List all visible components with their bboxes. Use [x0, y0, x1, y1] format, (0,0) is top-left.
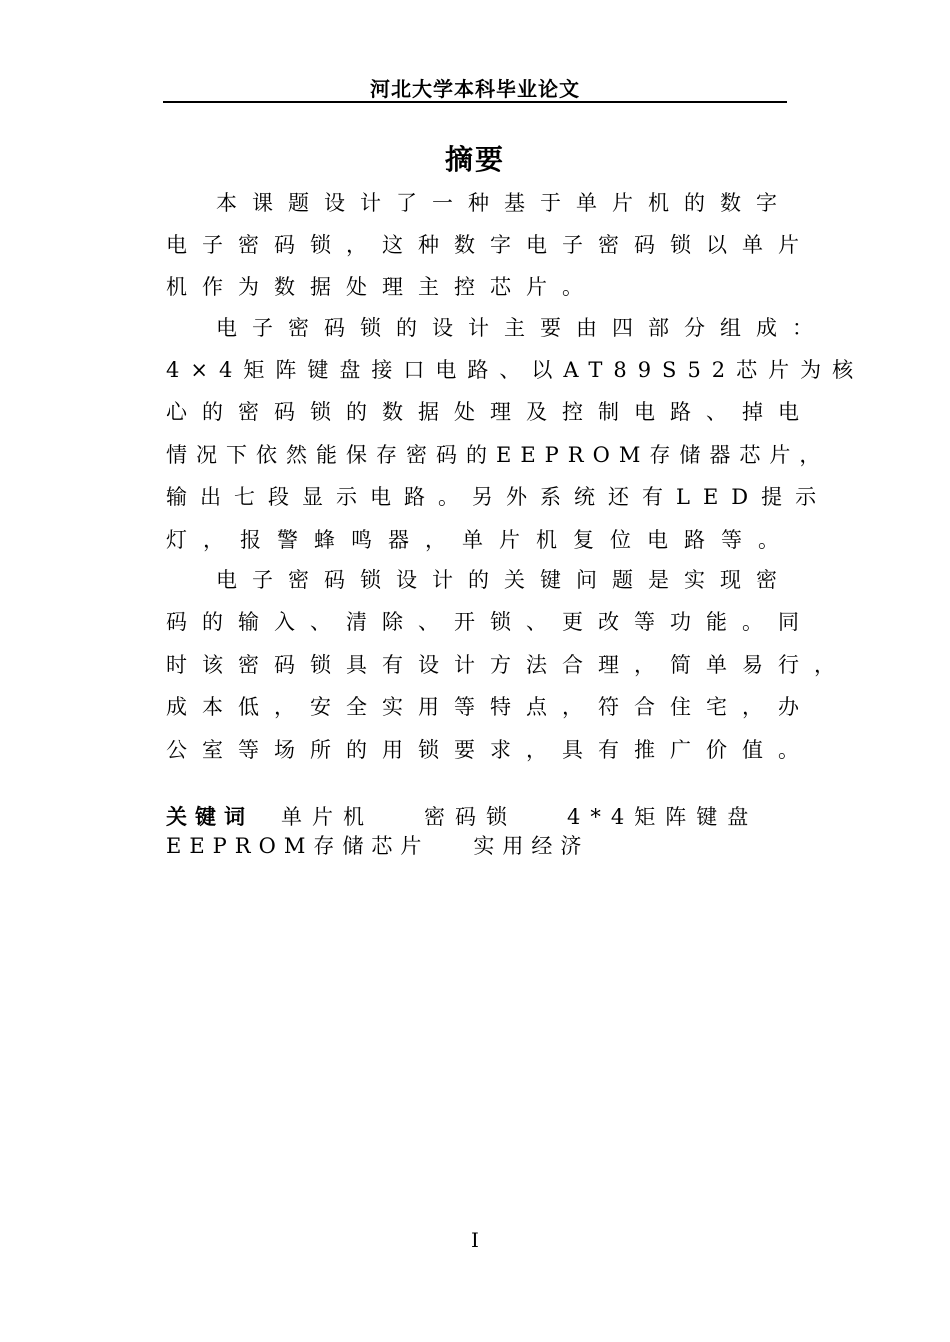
abstract-title: 摘要 [444, 143, 505, 176]
abstract-line-8: 输出七段显示电路。另外系统还有LED提示 [166, 485, 830, 509]
keywords-label: 关键词 [166, 805, 253, 829]
keywords-line-1 [166, 802, 806, 832]
abstract-line-3: 机作为数据处理主控芯片。 [166, 275, 598, 299]
abstract-line-12: 时该密码锁具有设计方法合理，简单易行， [166, 653, 850, 677]
abstract-line-11: 码的输入、清除、开锁、更改等功能。同 [166, 610, 814, 634]
abstract-line-1: 本课题设计了一种基于单片机的数字 [216, 191, 792, 215]
abstract-line-9: 灯，报警蜂鸣器，单片机复位电路等。 [166, 528, 795, 552]
page-number: I [471, 1228, 479, 1252]
header-rule [163, 101, 787, 103]
keywords-line-2: EEPROM存储芯片 实用经济 [166, 834, 590, 858]
abstract-line-7: 情况下依然能保存密码的EEPROM存储器芯片， [166, 443, 830, 467]
abstract-line-2: 电子密码锁，这种数字电子密码锁以单片 [166, 233, 814, 257]
abstract-line-6: 心的密码锁的数据处理及控制电路、掉电 [166, 400, 814, 424]
abstract-line-5: 4×4矩阵键盘接口电路、以AT89S52芯片为核 [166, 358, 865, 382]
abstract-line-13: 成本低，安全实用等特点，符合住宅，办 [166, 695, 814, 719]
abstract-line-4: 电子密码锁的设计主要由四部分组成： [216, 316, 828, 340]
page-header: 河北大学本科毕业论文 [370, 77, 580, 101]
abstract-line-14: 公室等场所的用锁要求，具有推广价值。 [166, 738, 814, 762]
abstract-line-10: 电子密码锁设计的关键问题是实现密 [216, 568, 792, 592]
keywords-text-1: 单片机 密码锁 4*4矩阵键盘 [281, 805, 759, 829]
